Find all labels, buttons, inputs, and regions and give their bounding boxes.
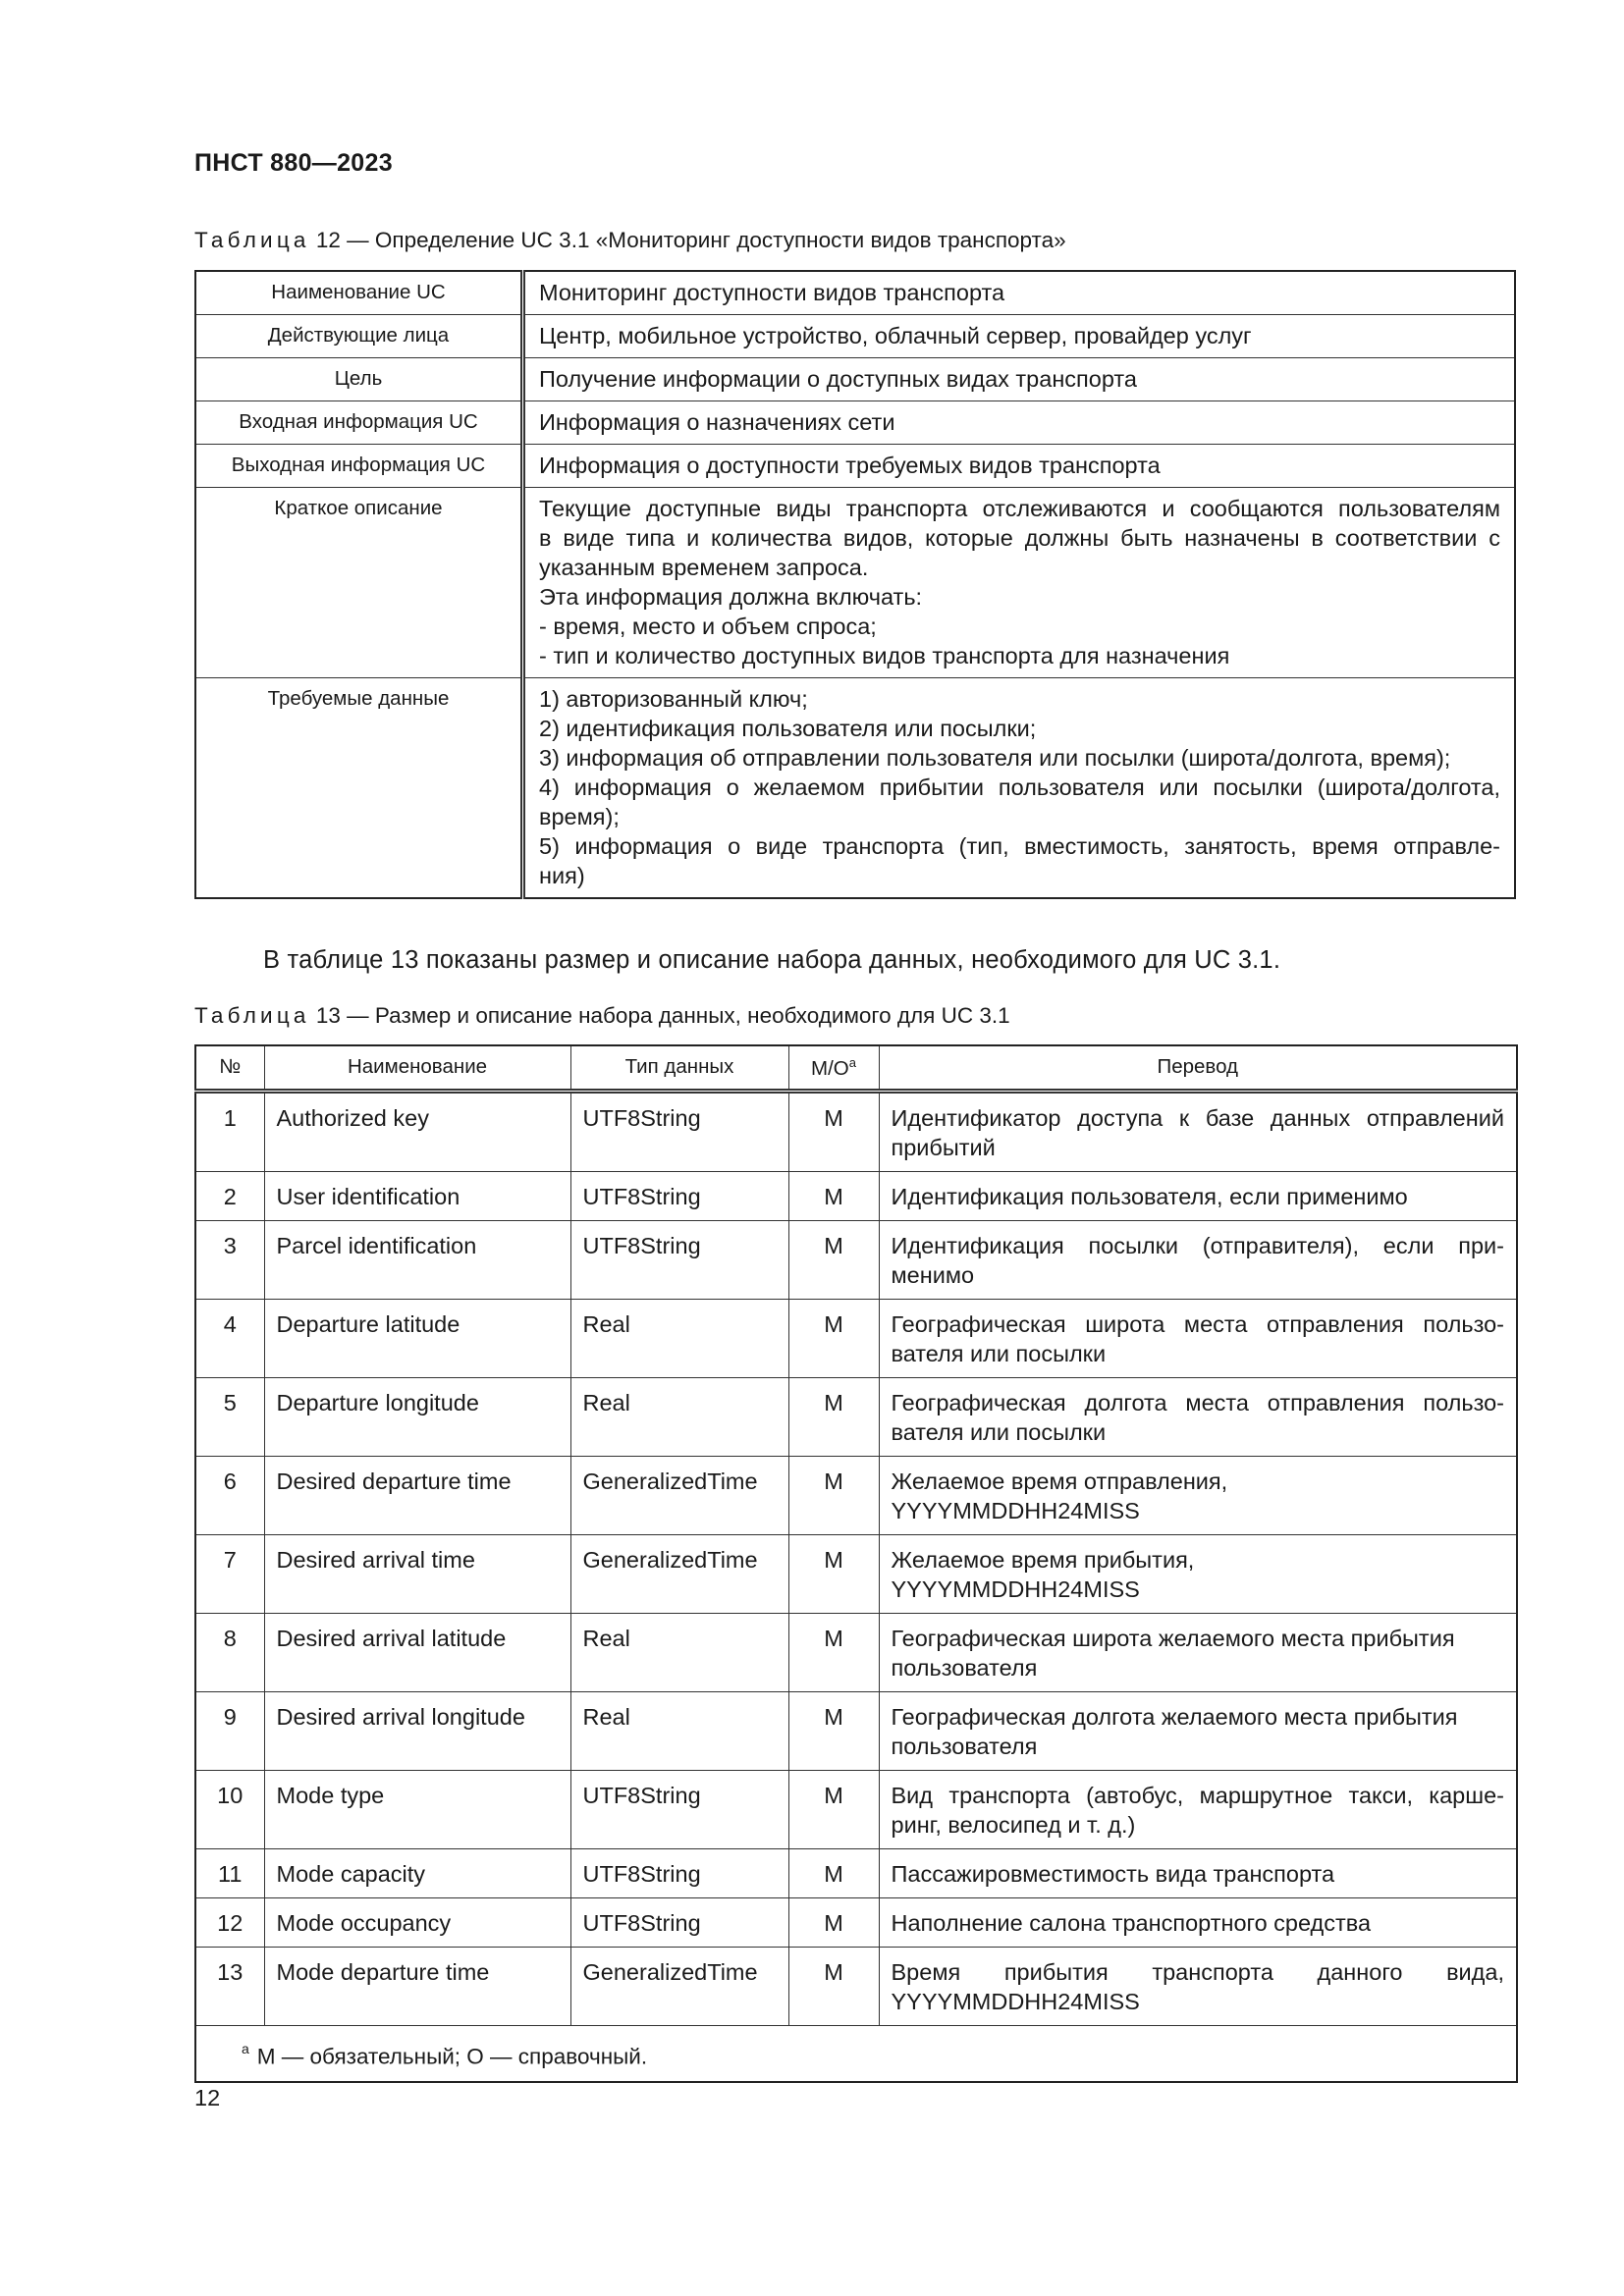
table-13-translation-line: Географическая долгота места отправления пользо- [891, 1389, 1504, 1415]
table-13-row [195, 1299, 1517, 1377]
table-13-cell-mo: M [788, 1456, 879, 1534]
col-header-mo [788, 1045, 879, 1091]
table-12-row-value [523, 445, 1516, 488]
table-13-cell-translation [879, 1220, 1517, 1299]
table-13-footnote-row [195, 2025, 1517, 2082]
table-13-row [195, 1534, 1517, 1613]
table-13-cell-num: 4 [195, 1299, 264, 1377]
table-13-footnote [195, 2025, 1517, 2082]
table-13-translation-line: YYYYMMDDHH24MISS [891, 1497, 1140, 1523]
table-13-cell-num: 3 [195, 1220, 264, 1299]
table-13-cell-mo: M [788, 1897, 879, 1947]
table-13-cell-type: GeneralizedTime [570, 1456, 788, 1534]
table-13-cell-num: 6 [195, 1456, 264, 1534]
table-12-row-key: Наименование UC [195, 271, 523, 315]
table-13-cell-type: Real [570, 1299, 788, 1377]
table-13-cell-name: Desired arrival time [264, 1534, 570, 1613]
table-13-translation-line: вателя или посылки [891, 1418, 1107, 1445]
table-12-caption [194, 228, 1066, 253]
col-header-num: № [195, 1045, 264, 1091]
table-13-cell-translation [879, 1091, 1517, 1171]
table-13-cell-type: UTF8String [570, 1897, 788, 1947]
table-13-cell-mo: M [788, 1377, 879, 1456]
table-13-cell-name: Mode type [264, 1770, 570, 1848]
table-13-translation-line: Идентификация посылки (отправителя), если при- [891, 1232, 1504, 1258]
table-13-row [195, 1691, 1517, 1770]
table-13-translation-line: вателя или посылки [891, 1340, 1107, 1366]
table-12-value-line: Информация о доступности требуемых видов транспорта [539, 453, 1161, 478]
table-13-row [195, 1770, 1517, 1848]
table-12-caption-text: 12 — Определение UC 3.1 «Мониторинг доступности видов транспорта» [315, 228, 1066, 252]
table-13-cell-mo: M [788, 1848, 879, 1897]
table-13-cell-type: Real [570, 1691, 788, 1770]
table-13-cell-mo: M [788, 1171, 879, 1220]
table-12-value-line: - время, место и объем спроса; [539, 614, 877, 639]
table-12-value-line: Мониторинг доступности видов транспорта [539, 280, 1005, 305]
table-12-value-line: - тип и количество доступных видов транспорта для назначения [539, 643, 1230, 668]
table-12-row [195, 358, 1515, 401]
table-13-cell-name: Desired arrival latitude [264, 1613, 570, 1691]
table-13-row [195, 1897, 1517, 1947]
table-13-cell-num: 2 [195, 1171, 264, 1220]
table-13-translation-line: ринг, велосипед и т. д.) [891, 1811, 1136, 1838]
col-header-type: Тип данных [570, 1045, 788, 1091]
table-13-cell-mo: M [788, 1534, 879, 1613]
table-13-translation-line: Географическая широта желаемого места прибытия [891, 1625, 1455, 1651]
table-13-cell-translation [879, 1171, 1517, 1220]
table-13-cell-mo: M [788, 1613, 879, 1691]
table-12-row-key: Действующие лица [195, 315, 523, 358]
table-13-cell-translation [879, 1691, 1517, 1770]
table-13-cell-translation [879, 1770, 1517, 1848]
table-12-row-value [523, 271, 1516, 315]
table-13-cell-translation [879, 1613, 1517, 1691]
table-12-row-value [523, 358, 1516, 401]
table-12-value-line: ния) [539, 863, 585, 888]
table-13-cell-name: Desired arrival longitude [264, 1691, 570, 1770]
table-13-cell-type: UTF8String [570, 1848, 788, 1897]
table-13-cell-name: Authorized key [264, 1091, 570, 1171]
table-12-row [195, 445, 1515, 488]
table-13-row [195, 1171, 1517, 1220]
table-13-translation-line: YYYYMMDDHH24MISS [891, 1988, 1140, 2014]
table-13-cell-name: Parcel identification [264, 1220, 570, 1299]
table-12-row-key: Цель [195, 358, 523, 401]
table-13-cell-num: 7 [195, 1534, 264, 1613]
table-13-caption-label: Таблица [194, 1003, 310, 1028]
table-13-cell-translation [879, 1897, 1517, 1947]
table-12-row [195, 401, 1515, 445]
table-13-translation-line: Время прибытия транспорта данного вида, [891, 1958, 1504, 1985]
table-13-cell-mo: M [788, 1091, 879, 1171]
table-13-cell-type: Real [570, 1613, 788, 1691]
table-12-value-line: Эта информация должна включать: [539, 584, 923, 610]
table-12 [194, 270, 1516, 899]
col-header-mo-footnote-mark: a [848, 1055, 856, 1070]
table-12-row [195, 488, 1515, 678]
table-12-value-line: Информация о назначениях сети [539, 409, 895, 435]
table-13-row [195, 1848, 1517, 1897]
table-13-caption [194, 1003, 1010, 1029]
table-13-cell-translation [879, 1534, 1517, 1613]
table-13-translation-line: пользователя [891, 1733, 1038, 1759]
table-13-row [195, 1456, 1517, 1534]
table-13-cell-name: Mode departure time [264, 1947, 570, 2025]
table-13-cell-name: Desired departure time [264, 1456, 570, 1534]
table-13-translation-line: менимо [891, 1261, 975, 1288]
table-13-row [195, 1091, 1517, 1171]
table-13-cell-name: Mode capacity [264, 1848, 570, 1897]
table-13-translation-line: Желаемое время отправления, [891, 1468, 1228, 1494]
table-13-cell-translation [879, 1299, 1517, 1377]
table-13-row [195, 1220, 1517, 1299]
table-13-cell-type: GeneralizedTime [570, 1534, 788, 1613]
table-13-cell-translation [879, 1848, 1517, 1897]
table-13-cell-type: UTF8String [570, 1770, 788, 1848]
table-12-row-key: Краткое описание [195, 488, 523, 678]
table-12-value-line: 2) идентификация пользователя или посылки; [539, 716, 1037, 741]
table-13-cell-mo: M [788, 1220, 879, 1299]
table-12-row-key: Выходная информация UC [195, 445, 523, 488]
table-13-cell-num: 13 [195, 1947, 264, 2025]
table-13-caption-text: 13 — Размер и описание набора данных, необходимого для UC 3.1 [315, 1003, 1010, 1028]
table-13-cell-num: 12 [195, 1897, 264, 1947]
table-13-cell-mo: M [788, 1947, 879, 2025]
table-12-row-value [523, 315, 1516, 358]
table-13-translation-line: Идентификатор доступа к базе данных отправлений [891, 1104, 1504, 1131]
table-13-cell-type: Real [570, 1377, 788, 1456]
page-number: 12 [194, 2085, 221, 2110]
table-12-value-line: 3) информация об отправлении пользователя или посылки (широта/долгота, время); [539, 745, 1451, 771]
table-12-value-line: 1) авторизованный ключ; [539, 686, 808, 712]
table-12-value-line: Получение информации о доступных видах транспорта [539, 366, 1137, 392]
table-13-cell-mo: M [788, 1770, 879, 1848]
table-12-value-line: Центр, мобильное устройство, облачный сервер, провайдер услуг [539, 323, 1252, 348]
table-13-cell-translation [879, 1947, 1517, 2025]
table-13-cell-num: 9 [195, 1691, 264, 1770]
table-13-cell-type: GeneralizedTime [570, 1947, 788, 2025]
table-13-cell-num: 8 [195, 1613, 264, 1691]
table-12-row-key: Входная информация UC [195, 401, 523, 445]
table-13-translation-line: Географическая широта места отправления пользо- [891, 1310, 1504, 1337]
document-id-header: ПНСТ 880—2023 [194, 149, 393, 177]
table-13-translation-line: Вид транспорта (автобус, маршрутное такси, карше- [891, 1782, 1504, 1808]
table-12-row-value [523, 401, 1516, 445]
table-12-row-key: Требуемые данные [195, 678, 523, 899]
table-13-translation-line: Идентификация пользователя, если применимо [891, 1183, 1408, 1209]
table-12-value-line: время); [539, 804, 620, 829]
table-12-value-line: в виде типа и количества видов, которые должны быть назначены в соответствии с [539, 525, 1500, 551]
table-12-caption-label: Таблица [194, 228, 310, 252]
table-12-row-value [523, 678, 1516, 899]
table-13-cell-num: 11 [195, 1848, 264, 1897]
footnote-mark: a [242, 2040, 249, 2056]
body-paragraph: В таблице 13 показаны размер и описание набора данных, необходимого для UC 3.1. [263, 946, 1281, 974]
table-13-translation-line: пользователя [891, 1654, 1038, 1681]
table-13-translation-line: Пассажировместимость вида транспорта [891, 1860, 1335, 1887]
table-12-row [195, 271, 1515, 315]
table-13-cell-name: User identification [264, 1171, 570, 1220]
table-13-cell-name: Departure latitude [264, 1299, 570, 1377]
col-header-mo-text: M/O [811, 1056, 849, 1080]
table-13-cell-translation [879, 1456, 1517, 1534]
footnote-text: M — обязательный; O — справочный. [256, 2044, 648, 2069]
table-13-cell-translation [879, 1377, 1517, 1456]
table-13-cell-name: Departure longitude [264, 1377, 570, 1456]
table-13-row [195, 1947, 1517, 2025]
table-13-translation-line: прибытий [891, 1134, 996, 1160]
table-13-cell-num: 10 [195, 1770, 264, 1848]
col-header-translation: Перевод [879, 1045, 1517, 1091]
table-12-value-line: Текущие доступные виды транспорта отслеживаются и сообщаются пользователям [539, 496, 1500, 521]
table-12-row [195, 678, 1515, 899]
table-12-row-value [523, 488, 1516, 678]
table-12-value-line: указанным временем запроса. [539, 555, 869, 580]
table-13-cell-num: 1 [195, 1091, 264, 1171]
table-13-cell-type: UTF8String [570, 1220, 788, 1299]
table-13-cell-num: 5 [195, 1377, 264, 1456]
col-header-name: Наименование [264, 1045, 570, 1091]
table-13-translation-line: Географическая долгота желаемого места прибытия [891, 1703, 1458, 1730]
table-12-row [195, 315, 1515, 358]
table-13-cell-type: UTF8String [570, 1171, 788, 1220]
table-13-cell-type: UTF8String [570, 1091, 788, 1171]
table-12-value-line: 4) информация о желаемом прибытии пользователя или посылки (широта/долгота, [539, 774, 1500, 800]
table-13-cell-mo: M [788, 1299, 879, 1377]
table-13-header-row [195, 1045, 1517, 1091]
table-13-translation-line: Наполнение салона транспортного средства [891, 1909, 1372, 1936]
table-13-row [195, 1613, 1517, 1691]
table-13 [194, 1044, 1518, 2083]
table-12-value-line: 5) информация о виде транспорта (тип, вместимость, занятость, время отправле- [539, 833, 1500, 859]
table-13-translation-line: Желаемое время прибытия, [891, 1546, 1195, 1573]
table-13-row [195, 1377, 1517, 1456]
table-13-cell-name: Mode occupancy [264, 1897, 570, 1947]
table-13-translation-line: YYYYMMDDHH24MISS [891, 1575, 1140, 1602]
table-13-cell-mo: M [788, 1691, 879, 1770]
